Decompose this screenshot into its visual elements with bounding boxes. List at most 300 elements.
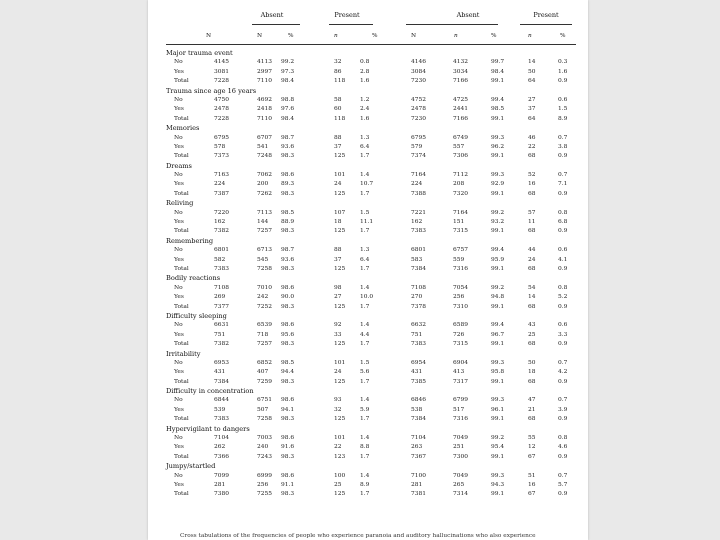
table-row xyxy=(148,218,588,227)
table-cell: 1.4 xyxy=(360,322,370,329)
table-cell: 95.8 xyxy=(491,369,505,376)
table-cell: 224 xyxy=(411,181,423,188)
table-cell: 99.1 xyxy=(491,378,505,385)
table-cell: 545 xyxy=(257,256,269,263)
section-title: Remembering xyxy=(166,236,214,245)
table-cell: 162 xyxy=(411,219,423,226)
header-bottom-rule xyxy=(166,44,576,45)
col-header-4: % xyxy=(372,33,378,39)
table-cell: 107 xyxy=(334,209,346,216)
table-row xyxy=(148,284,588,293)
table-row xyxy=(148,152,588,161)
table-cell: 1.7 xyxy=(360,190,370,197)
table-cell: 7306 xyxy=(453,153,468,160)
table-row xyxy=(148,143,588,152)
cell-total-n: 7228 xyxy=(214,115,229,122)
table-cell: 68 xyxy=(528,265,536,272)
table-cell: 726 xyxy=(453,331,465,338)
table-cell: 37 xyxy=(528,106,536,113)
table-cell: 101 xyxy=(334,172,346,179)
row-label: Total xyxy=(174,341,189,348)
row-label: No xyxy=(174,59,183,66)
table-cell: 2.4 xyxy=(360,106,370,113)
table-cell: 208 xyxy=(453,181,465,188)
table-cell: 6954 xyxy=(411,359,426,366)
table-cell: 7317 xyxy=(453,378,468,385)
table-cell: 7108 xyxy=(411,284,426,291)
table-cell: 5.7 xyxy=(558,481,568,488)
table-cell: 7300 xyxy=(453,453,468,460)
table-cell: 6999 xyxy=(257,472,272,479)
table-cell: 68 xyxy=(528,153,536,160)
table-cell: 95.6 xyxy=(281,331,295,338)
row-label: Total xyxy=(174,303,189,310)
group1-present-rule xyxy=(329,24,373,25)
table-cell: 579 xyxy=(411,143,423,150)
table-cell: 7166 xyxy=(453,78,468,85)
col-header-7: % xyxy=(491,33,497,39)
row-label: Total xyxy=(174,265,189,272)
table-cell: 125 xyxy=(334,228,346,235)
table-cell: 7243 xyxy=(257,453,272,460)
table-cell: 0.9 xyxy=(558,190,568,197)
table-cell: 16 xyxy=(528,481,536,488)
table-cell: 0.9 xyxy=(558,153,568,160)
cell-total-n: 7384 xyxy=(214,378,229,385)
table-cell: 93.2 xyxy=(491,219,505,226)
row-label: Total xyxy=(174,416,189,423)
table-cell: 27 xyxy=(528,96,536,103)
table-cell: 93.6 xyxy=(281,143,295,150)
table-cell: 99.2 xyxy=(491,435,505,442)
table-cell: 6799 xyxy=(453,397,468,404)
row-label: No xyxy=(174,359,183,366)
row-label: Yes xyxy=(174,294,184,301)
table-cell: 2441 xyxy=(453,106,468,113)
table-cell: 1.7 xyxy=(360,303,370,310)
table-row xyxy=(148,368,588,377)
table-cell: 97.6 xyxy=(281,106,295,113)
table-cell: 431 xyxy=(411,369,423,376)
table-cell: 99.1 xyxy=(491,115,505,122)
table-cell: 270 xyxy=(411,294,423,301)
table-cell: 33 xyxy=(334,331,342,338)
table-row xyxy=(148,190,588,199)
table-row xyxy=(148,396,588,405)
table-cell: 98.6 xyxy=(281,397,295,404)
table-cell: 68 xyxy=(528,303,536,310)
cell-total-n: 281 xyxy=(214,481,226,488)
cell-total-n: 7108 xyxy=(214,284,229,291)
table-cell: 151 xyxy=(453,219,465,226)
table-cell: 99.1 xyxy=(491,416,505,423)
table-cell: 6539 xyxy=(257,322,272,329)
table-row xyxy=(148,265,588,274)
table-cell: 2418 xyxy=(257,106,272,113)
table-cell: 24 xyxy=(334,181,342,188)
cell-total-n: 3081 xyxy=(214,68,229,75)
table-cell: 4692 xyxy=(257,96,272,103)
cell-total-n: 431 xyxy=(214,369,226,376)
table-cell: 101 xyxy=(334,359,346,366)
row-label: Yes xyxy=(174,444,184,451)
table-body xyxy=(148,49,588,500)
table-cell: 0.6 xyxy=(558,96,568,103)
table-cell: 98.3 xyxy=(281,453,295,460)
table-cell: 98 xyxy=(334,284,342,291)
table-cell: 407 xyxy=(257,369,269,376)
table-cell: 7367 xyxy=(411,453,426,460)
table-cell: 50 xyxy=(528,359,536,366)
table-cell: 98.4 xyxy=(281,115,295,122)
table-cell: 0.6 xyxy=(558,322,568,329)
table-cell: 24 xyxy=(528,256,536,263)
table-cell: 99.1 xyxy=(491,341,505,348)
table-cell: 1.3 xyxy=(360,247,370,254)
table-cell: 7320 xyxy=(453,190,468,197)
table-cell: 98.5 xyxy=(281,359,295,366)
table-cell: 5.9 xyxy=(360,406,370,413)
col-header-1: N xyxy=(257,33,263,39)
row-label: Total xyxy=(174,115,189,122)
table-cell: 0.9 xyxy=(558,303,568,310)
table-cell: 7384 xyxy=(411,416,426,423)
table-cell: 68 xyxy=(528,228,536,235)
table-cell: 6852 xyxy=(257,359,272,366)
table-cell: 99.2 xyxy=(491,209,505,216)
table-cell: 96.1 xyxy=(491,406,505,413)
group1-absent-rule xyxy=(252,24,300,25)
table-cell: 7049 xyxy=(453,472,468,479)
table-cell: 8.9 xyxy=(558,115,568,122)
table-cell: 125 xyxy=(334,491,346,498)
cell-total-n: 7373 xyxy=(214,153,229,160)
table-cell: 4.2 xyxy=(558,369,568,376)
table-row xyxy=(148,303,588,312)
cell-total-n: 7163 xyxy=(214,172,229,179)
table-cell: 6.4 xyxy=(360,256,370,263)
cell-total-n: 7382 xyxy=(214,228,229,235)
table-row xyxy=(148,96,588,105)
table-cell: 58 xyxy=(334,96,342,103)
table-row xyxy=(148,481,588,490)
table-cell: 7315 xyxy=(453,228,468,235)
row-label: No xyxy=(174,247,183,254)
table-cell: 3034 xyxy=(453,68,468,75)
table-cell: 538 xyxy=(411,406,423,413)
table-row xyxy=(148,340,588,349)
table-cell: 0.7 xyxy=(558,359,568,366)
table-cell: 11 xyxy=(528,219,536,226)
table-row xyxy=(148,180,588,189)
row-label: Yes xyxy=(174,181,184,188)
table-cell: 1.7 xyxy=(360,491,370,498)
table-cell: 96.2 xyxy=(491,143,505,150)
table-row xyxy=(148,68,588,77)
table-cell: 7230 xyxy=(411,115,426,122)
table-row xyxy=(148,171,588,180)
table-cell: 7113 xyxy=(257,209,272,216)
group2-present-rule xyxy=(520,24,572,25)
table-cell: 7259 xyxy=(257,378,272,385)
table-cell: 7374 xyxy=(411,153,426,160)
row-label: Yes xyxy=(174,481,184,488)
table-cell: 7054 xyxy=(453,284,468,291)
section-title: Difficulty in concentration xyxy=(166,387,254,396)
table-cell: 22 xyxy=(334,444,342,451)
table-cell: 98.6 xyxy=(281,435,295,442)
table-cell: 7.1 xyxy=(558,181,568,188)
cell-total-n: 6953 xyxy=(214,359,229,366)
table-cell: 7385 xyxy=(411,378,426,385)
table-row xyxy=(148,105,588,114)
section-title: Jumpy/startled xyxy=(166,462,216,471)
cell-total-n: 6631 xyxy=(214,322,229,329)
table-cell: 265 xyxy=(453,481,465,488)
table-cell: 7257 xyxy=(257,341,272,348)
row-label: Total xyxy=(174,153,189,160)
section-title: Major trauma event xyxy=(166,49,233,57)
table-cell: 1.7 xyxy=(360,265,370,272)
table-row xyxy=(148,321,588,330)
cell-total-n: 751 xyxy=(214,331,226,338)
row-label: Yes xyxy=(174,331,184,338)
table-cell: 94.4 xyxy=(281,369,295,376)
row-label: Yes xyxy=(174,143,184,150)
document-page xyxy=(148,0,588,540)
table-cell: 7316 xyxy=(453,416,468,423)
table-cell: 99.1 xyxy=(491,228,505,235)
table-cell: 4.1 xyxy=(558,256,568,263)
table-row xyxy=(148,415,588,424)
row-label: No xyxy=(174,322,183,329)
row-label: Total xyxy=(174,78,189,85)
cell-total-n: 224 xyxy=(214,181,226,188)
table-cell: 0.7 xyxy=(558,397,568,404)
table-cell: 3.3 xyxy=(558,331,568,338)
table-cell: 0.3 xyxy=(558,59,568,66)
table-cell: 92 xyxy=(334,322,342,329)
row-label: No xyxy=(174,96,183,103)
col-header-2: % xyxy=(288,33,294,39)
table-cell: 98.6 xyxy=(281,472,295,479)
table-cell: 98.3 xyxy=(281,228,295,235)
row-label: Total xyxy=(174,190,189,197)
table-cell: 7262 xyxy=(257,190,272,197)
table-cell: 0.9 xyxy=(558,416,568,423)
row-label: Yes xyxy=(174,68,184,75)
table-cell: 96.7 xyxy=(491,331,505,338)
section-title: Memories xyxy=(166,124,200,133)
table-cell: 64 xyxy=(528,78,536,85)
table-row xyxy=(148,434,588,443)
table-cell: 7258 xyxy=(257,265,272,272)
table-cell: 0.8 xyxy=(558,209,568,216)
table-row xyxy=(148,453,588,462)
table-cell: 98.5 xyxy=(281,209,295,216)
table-cell: 88 xyxy=(334,134,342,141)
table-cell: 98.3 xyxy=(281,303,295,310)
table-cell: 0.7 xyxy=(558,172,568,179)
cell-total-n: 578 xyxy=(214,143,226,150)
table-cell: 4132 xyxy=(453,59,468,66)
table-cell: 10.0 xyxy=(360,294,374,301)
cell-total-n: 7220 xyxy=(214,209,229,216)
cell-total-n: 7377 xyxy=(214,303,229,310)
table-cell: 1.4 xyxy=(360,435,370,442)
table-cell: 6795 xyxy=(411,134,426,141)
table-cell: 27 xyxy=(334,294,342,301)
table-cell: 98.6 xyxy=(281,322,295,329)
table-cell: 0.8 xyxy=(558,284,568,291)
table-cell: 7010 xyxy=(257,284,272,291)
table-cell: 1.3 xyxy=(360,134,370,141)
table-cell: 24 xyxy=(334,369,342,376)
cell-total-n: 582 xyxy=(214,256,226,263)
cell-total-n: 6801 xyxy=(214,247,229,254)
row-label: No xyxy=(174,172,183,179)
table-cell: 7384 xyxy=(411,265,426,272)
table-cell: 57 xyxy=(528,209,536,216)
table-cell: 98.3 xyxy=(281,378,295,385)
table-cell: 98.6 xyxy=(281,172,295,179)
cell-total-n: 7380 xyxy=(214,491,229,498)
table-cell: 98.3 xyxy=(281,341,295,348)
table-cell: 1.5 xyxy=(558,106,568,113)
table-cell: 98.3 xyxy=(281,491,295,498)
table-cell: 44 xyxy=(528,247,536,254)
table-row xyxy=(148,359,588,368)
row-label: Yes xyxy=(174,256,184,263)
table-cell: 7381 xyxy=(411,491,426,498)
table-cell: 99.1 xyxy=(491,453,505,460)
table-cell: 7252 xyxy=(257,303,272,310)
table-cell: 25 xyxy=(528,331,536,338)
table-cell: 7257 xyxy=(257,228,272,235)
row-label: Yes xyxy=(174,369,184,376)
table-row xyxy=(148,227,588,236)
table-cell: 7383 xyxy=(411,228,426,235)
table-cell: 4113 xyxy=(257,59,272,66)
table-cell: 1.7 xyxy=(360,341,370,348)
cell-total-n: 162 xyxy=(214,219,226,226)
table-cell: 98.4 xyxy=(281,78,295,85)
table-cell: 98.4 xyxy=(491,68,505,75)
table-region xyxy=(148,0,588,540)
table-row xyxy=(148,256,588,265)
table-cell: 55 xyxy=(528,435,536,442)
row-label: No xyxy=(174,209,183,216)
table-cell: 7164 xyxy=(411,172,426,179)
table-cell: 256 xyxy=(453,294,465,301)
table-cell: 7230 xyxy=(411,78,426,85)
table-cell: 2478 xyxy=(411,106,426,113)
table-cell: 1.7 xyxy=(360,228,370,235)
table-cell: 93 xyxy=(334,397,342,404)
cell-total-n: 539 xyxy=(214,406,226,413)
table-cell: 47 xyxy=(528,397,536,404)
cell-total-n: 262 xyxy=(214,444,226,451)
table-cell: 99.2 xyxy=(491,284,505,291)
table-cell: 125 xyxy=(334,190,346,197)
section-title: Irritability xyxy=(166,349,201,358)
table-cell: 1.4 xyxy=(360,397,370,404)
table-cell: 7388 xyxy=(411,190,426,197)
table-cell: 7221 xyxy=(411,209,426,216)
table-cell: 118 xyxy=(334,78,346,85)
table-cell: 7062 xyxy=(257,172,272,179)
table-cell: 281 xyxy=(411,481,423,488)
table-cell: 507 xyxy=(257,406,269,413)
section-title: Hypervigilant to dangers xyxy=(166,424,250,433)
table-cell: 22 xyxy=(528,143,536,150)
table-cell: 718 xyxy=(257,331,269,338)
table-cell: 118 xyxy=(334,115,346,122)
table-cell: 98.3 xyxy=(281,153,295,160)
table-cell: 98.3 xyxy=(281,190,295,197)
table-cell: 88.9 xyxy=(281,219,295,226)
table-cell: 4.4 xyxy=(360,331,370,338)
table-cell: 1.7 xyxy=(360,453,370,460)
table-cell: 99.1 xyxy=(491,303,505,310)
table-cell: 18 xyxy=(334,219,342,226)
table-cell: 1.4 xyxy=(360,172,370,179)
table-cell: 54 xyxy=(528,284,536,291)
col-header-3: n xyxy=(334,33,338,39)
table-cell: 99.2 xyxy=(281,59,295,66)
table-cell: 43 xyxy=(528,322,536,329)
table-row xyxy=(148,246,588,255)
table-cell: 1.7 xyxy=(360,378,370,385)
table-cell: 99.3 xyxy=(491,472,505,479)
table-cell: 1.4 xyxy=(360,472,370,479)
table-cell: 7383 xyxy=(411,341,426,348)
table-cell: 7110 xyxy=(257,78,272,85)
table-cell: 18 xyxy=(528,369,536,376)
table-cell: 91.1 xyxy=(281,481,295,488)
table-cell: 557 xyxy=(453,143,465,150)
table-cell: 3084 xyxy=(411,68,426,75)
table-cell: 32 xyxy=(334,406,342,413)
table-cell: 1.6 xyxy=(360,78,370,85)
table-cell: 99.1 xyxy=(491,265,505,272)
table-cell: 50 xyxy=(528,68,536,75)
table-cell: 94.1 xyxy=(281,406,295,413)
table-row xyxy=(148,115,588,124)
table-cell: 0.7 xyxy=(558,134,568,141)
table-cell: 0.9 xyxy=(558,265,568,272)
col-header-5: N xyxy=(411,33,417,39)
table-cell: 0.9 xyxy=(558,453,568,460)
table-cell: 7110 xyxy=(257,115,272,122)
table-cell: 99.3 xyxy=(491,359,505,366)
table-cell: 14 xyxy=(528,294,536,301)
table-cell: 37 xyxy=(334,143,342,150)
table-row xyxy=(148,406,588,415)
row-label: Yes xyxy=(174,406,184,413)
row-label: No xyxy=(174,435,183,442)
table-cell: 144 xyxy=(257,219,269,226)
table-cell: 99.1 xyxy=(491,78,505,85)
group2-present-header: Present xyxy=(533,11,559,19)
table-cell: 98.5 xyxy=(491,106,505,113)
table-cell: 99.1 xyxy=(491,190,505,197)
table-cell: 98.3 xyxy=(281,416,295,423)
table-cell: 8.8 xyxy=(360,444,370,451)
table-cell: 751 xyxy=(411,331,423,338)
table-cell: 0.9 xyxy=(558,378,568,385)
table-cell: 99.1 xyxy=(491,153,505,160)
